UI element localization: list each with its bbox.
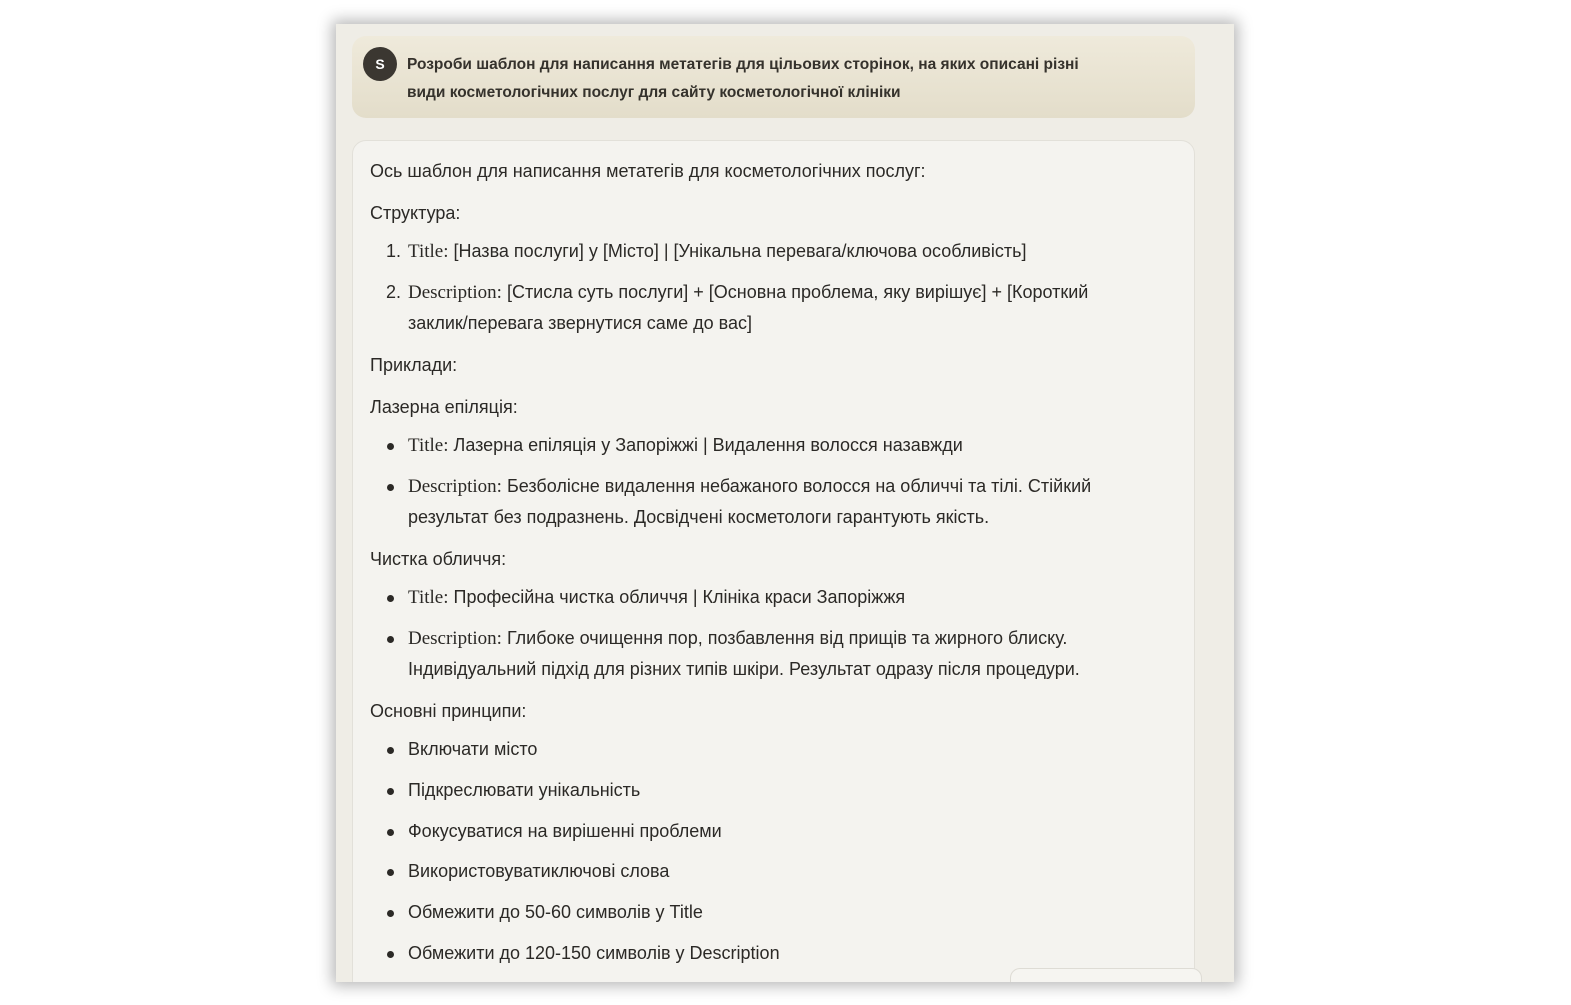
bullet <box>387 829 394 836</box>
list-item <box>408 734 1168 765</box>
list-item <box>408 897 1168 928</box>
user-avatar[interactable]: S <box>363 47 397 81</box>
list-text: Використовуватиключові слова <box>408 861 670 881</box>
user-message <box>352 36 1195 118</box>
list-item <box>386 236 1168 267</box>
examples-heading: Приклади: <box>370 355 458 375</box>
bullet <box>387 484 394 491</box>
list-text: Безболісне видалення небажаного волосся на обличчі та тілі. Стійкий <box>501 476 1092 496</box>
assistant-reply <box>352 140 1195 982</box>
list-text: Лазерна епіляція у Запоріжжі | Видалення волосся назавжди <box>448 435 963 455</box>
bullet <box>387 595 394 602</box>
list-number: 2. <box>386 282 402 302</box>
list-item <box>408 471 1168 533</box>
example-heading: Лазерна епіляція: <box>370 397 518 417</box>
meta-key: Description: <box>408 476 502 497</box>
list-text: Обмежити до 50-60 символів у Title <box>408 902 703 922</box>
list-text: результат без подразнень. Досвідчені косметологи гарантують якість. <box>408 507 990 527</box>
list-text: [Стисла суть послуги] + [Основна проблема, яку вирішує] + [Короткий <box>501 282 1089 302</box>
list-item <box>408 856 1168 887</box>
bullet <box>387 747 394 754</box>
bullet <box>387 951 394 958</box>
bullet <box>387 910 394 917</box>
example-heading: Чистка обличчя: <box>370 549 507 569</box>
meta-key: Description: <box>408 628 502 649</box>
meta-key: Title: <box>408 241 449 262</box>
meta-key: Title: <box>408 587 449 608</box>
bullet <box>387 443 394 450</box>
list-number: 1. <box>386 241 402 261</box>
user-message-text <box>407 51 1147 107</box>
list-item <box>408 430 1168 461</box>
user-message-line: Розроби шаблон для написання метатегів для цільових сторінок, на яких описані різні <box>407 56 1079 73</box>
list-text: Професійна чистка обличчя | Клініка краси Запоріжжя <box>448 587 906 607</box>
principles-heading: Основні принципи: <box>370 701 527 721</box>
meta-key: Title: <box>408 435 449 456</box>
list-item <box>408 775 1168 806</box>
meta-key: Description: <box>408 282 502 303</box>
list-text: Включати місто <box>408 739 538 759</box>
list-text: Підкреслювати унікальність <box>408 780 641 800</box>
list-item <box>408 816 1168 847</box>
bullet <box>387 788 394 795</box>
bullet <box>387 869 394 876</box>
list-item <box>408 938 1168 969</box>
list-text: [Назва послуги] у [Місто] | [Унікальна перевага/ключова особливість] <box>448 241 1027 261</box>
list-text: Обмежити до 120-150 символів у Description <box>408 943 780 963</box>
list-text: Глибоке очищення пор, позбавлення від прищів та жирного блиску. <box>501 628 1068 648</box>
user-message-line: види косметологічних послуг для сайту косметологічної клініки <box>407 84 901 101</box>
bullet <box>387 636 394 643</box>
scroll-to-bottom-button[interactable] <box>1010 968 1202 982</box>
chat-window <box>336 24 1234 982</box>
list-item <box>386 277 1168 339</box>
list-text: заклик/перевага звернутися саме до вас] <box>408 313 753 333</box>
structure-heading: Структура: <box>370 203 461 223</box>
list-item <box>408 623 1168 685</box>
list-item <box>408 582 1168 613</box>
list-text: Індивідуальний підхід для різних типів шкіри. Результат одразу після процедури. <box>408 659 1080 679</box>
list-text: Фокусуватися на вирішенні проблеми <box>408 821 722 841</box>
reply-intro: Ось шаблон для написання метатегів для косметологічних послуг: <box>370 161 926 181</box>
